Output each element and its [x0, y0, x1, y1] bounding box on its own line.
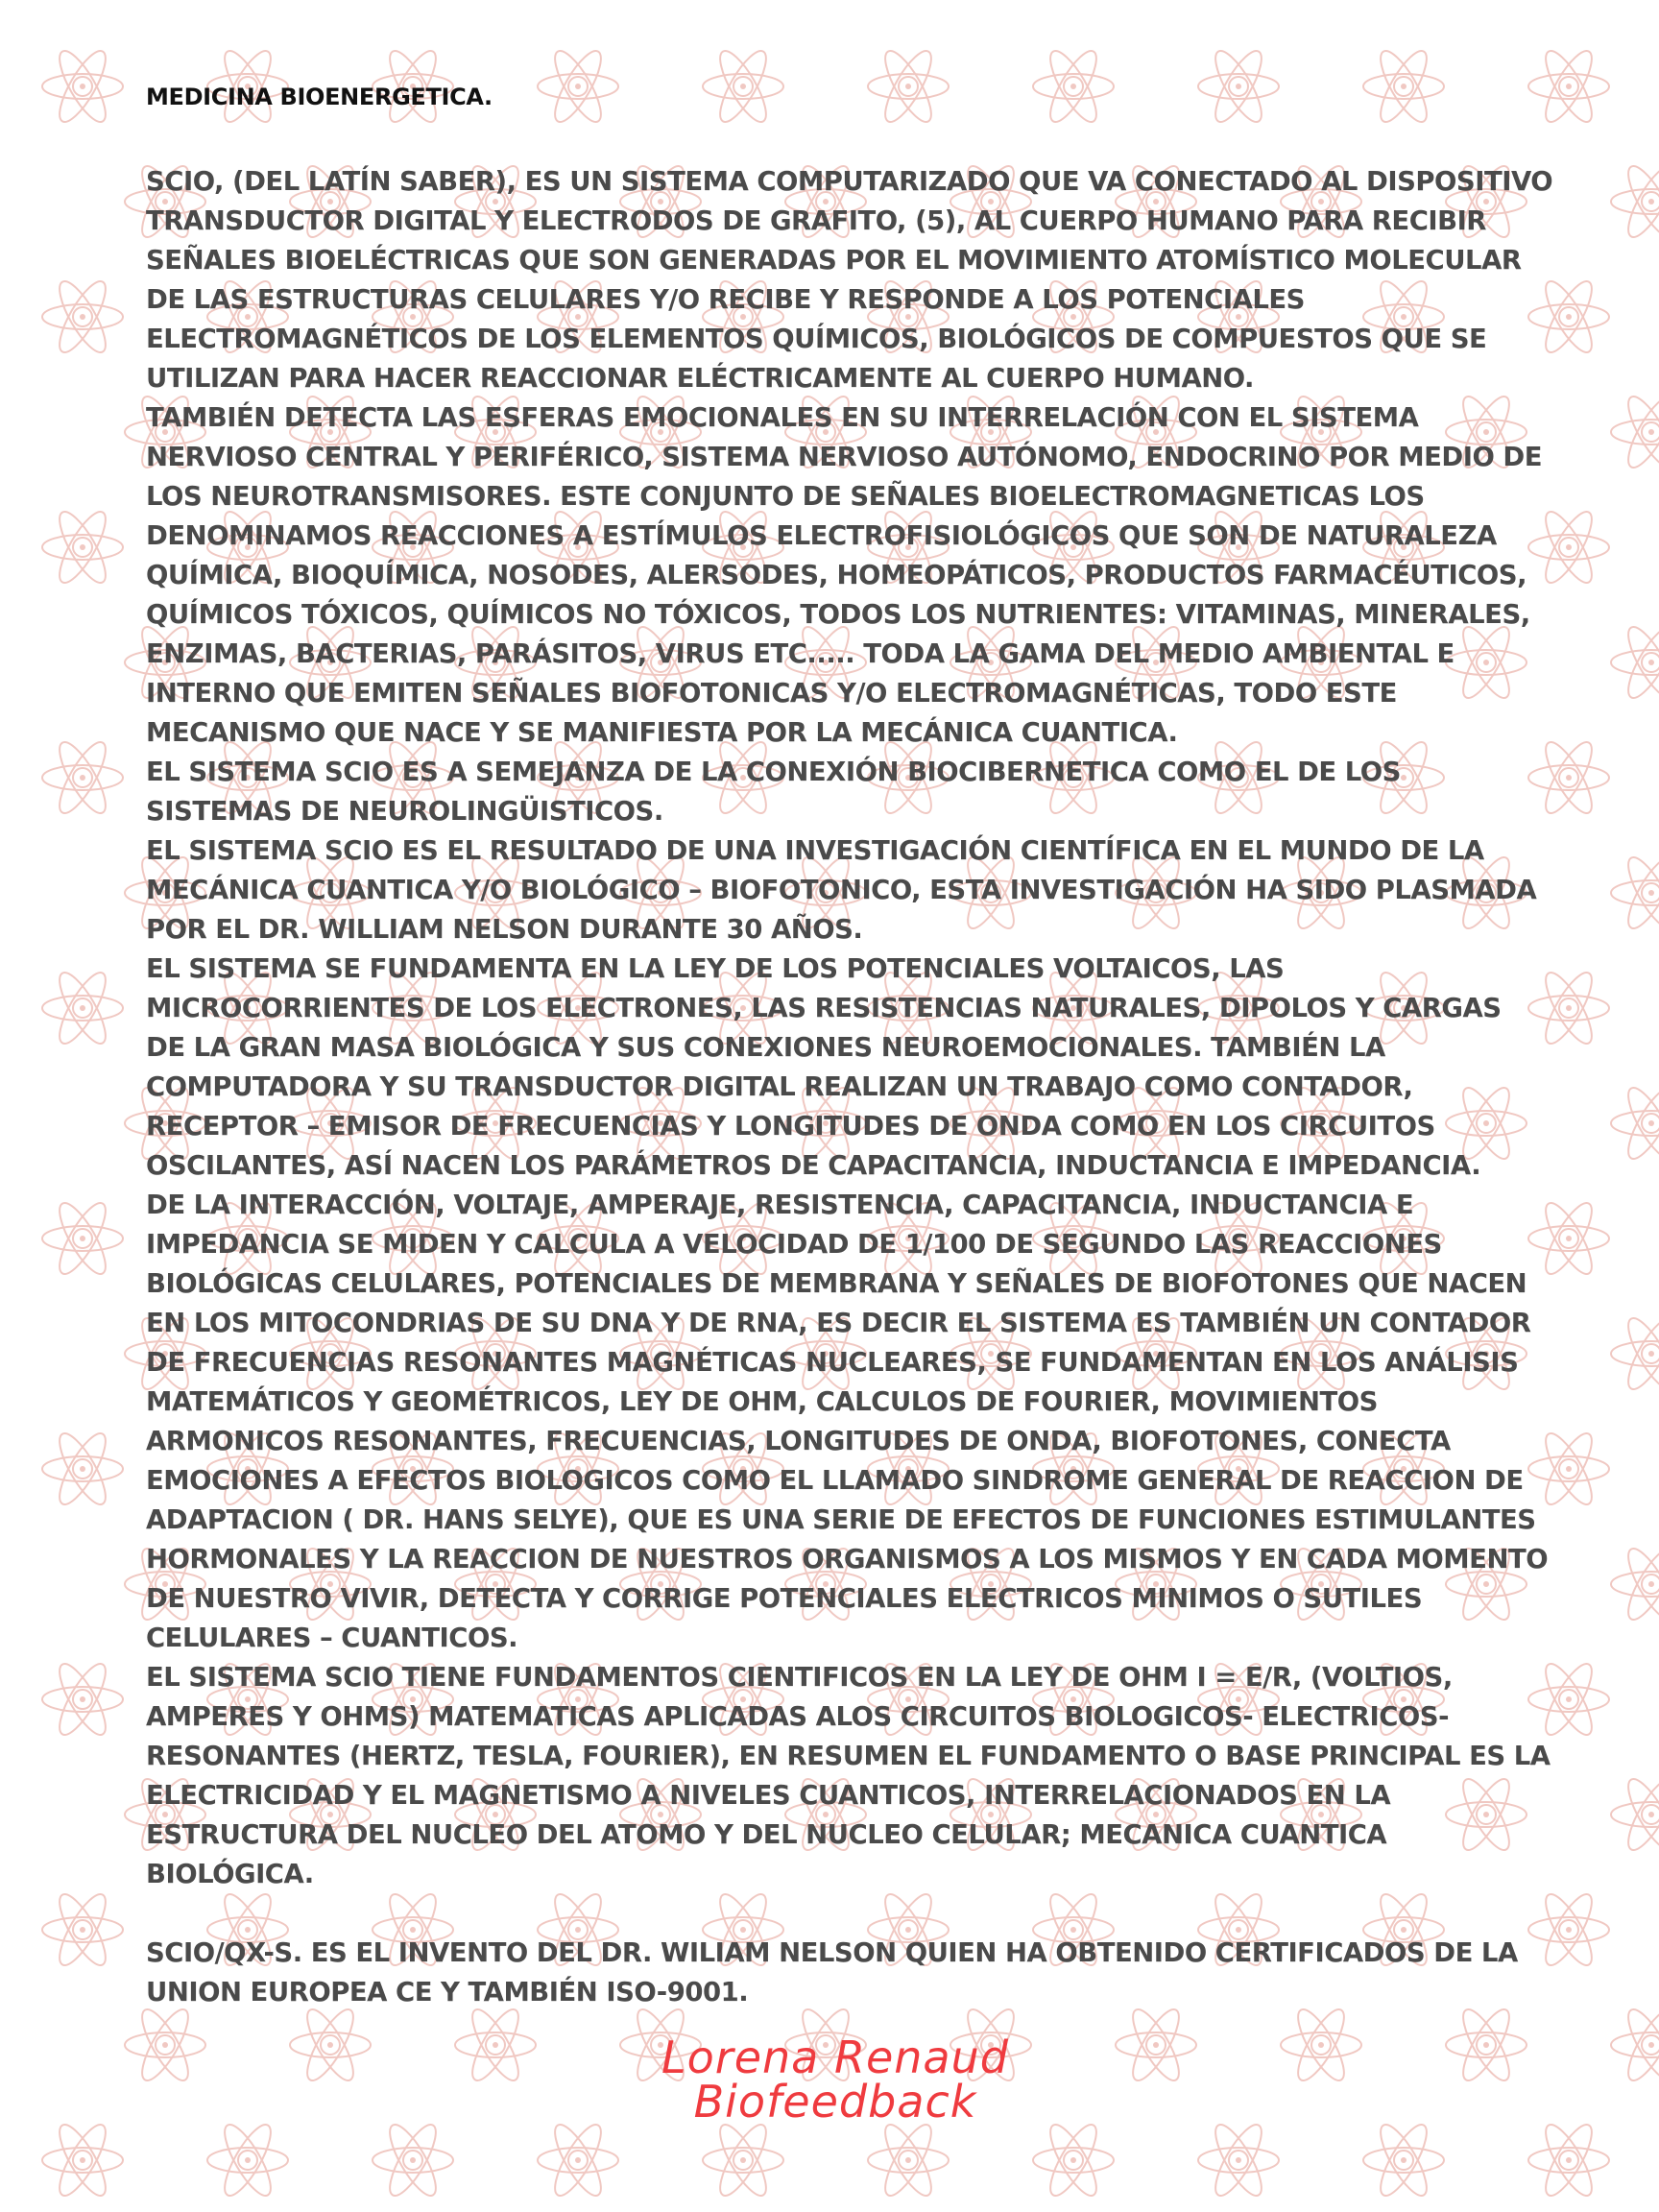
- body-text-line: OSCILANTES, ASÍ NACEN LOS PARÁMETROS DE CAPACITANCIA, INDUCTANCIA E IMPEDANCIA.: [146, 1150, 1481, 1181]
- signature-logo: [634, 2032, 1037, 2141]
- body-text-line: SEÑALES BIOELÉCTRICAS QUE SON GENERADAS POR EL MOVIMIENTO ATOMÍSTICO MOLECULAR: [146, 245, 1522, 276]
- body-text-line: BIOLÓGICA.: [146, 1859, 314, 1889]
- body-text-line: EMOCIONES A EFECTOS BIOLOGICOS COMO EL LLAMADO SINDROME GENERAL DE REACCION DE: [146, 1465, 1524, 1496]
- signature-subtitle: Biofeedback: [693, 2076, 977, 2128]
- body-text-line: EN LOS MITOCONDRIAS DE SU DNA Y DE RNA, ES DECIR EL SISTEMA ES TAMBIÉN UN CONTADOR: [146, 1308, 1531, 1338]
- body-text-line: EL SISTEMA SCIO TIENE FUNDAMENTOS CIENTIFICOS EN LA LEY DE OHM I = E/R, (VOLTIOS,: [146, 1662, 1453, 1693]
- body-text-line: ARMONICOS RESONANTES, FRECUENCIAS, LONGITUDES DE ONDA, BIOFOTONES, CONECTA: [146, 1426, 1451, 1456]
- body-text-line: DE LA GRAN MASA BIOLÓGICA Y SUS CONEXIONES NEUROEMOCIONALES. TAMBIÉN LA: [146, 1032, 1385, 1063]
- body-text-line: CELULARES – CUANTICOS.: [146, 1623, 518, 1653]
- body-text-line: SCIO, (DEL LATÍN SABER), ES UN SISTEMA COMPUTARIZADO QUE VA CONECTADO AL DISPOSITIVO: [146, 166, 1553, 197]
- body-text-line: ENZIMAS, BACTERIAS, PARÁSITOS, VIRUS ETC..... TODA LA GAMA DEL MEDIO AMBIENTAL E: [146, 638, 1455, 669]
- body-text-line: LOS NEUROTRANSMISORES. ESTE CONJUNTO DE SEÑALES BIOELECTROMAGNETICAS LOS: [146, 481, 1425, 512]
- body-text-line: NERVIOSO CENTRAL Y PERIFÉRICO, SISTEMA NERVIOSO AUTÓNOMO, ENDOCRINO POR MEDIO DE: [146, 442, 1543, 472]
- body-text-line: SISTEMAS DE NEUROLINGÜISTICOS.: [146, 796, 663, 827]
- body-text-line: POR EL DR. WILLIAM NELSON DURANTE 30 AÑOS.: [146, 914, 863, 945]
- body-text-line: RESONANTES (HERTZ, TESLA, FOURIER), EN RESUMEN EL FUNDAMENTO O BASE PRINCIPAL ES LA: [146, 1741, 1551, 1771]
- body-text-line: TAMBIÉN DETECTA LAS ESFERAS EMOCIONALES EN SU INTERRELACIÓN CON EL SISTEMA: [146, 402, 1419, 433]
- body-text-line: DENOMINAMOS REACCIONES A ESTÍMULOS ELECTROFISIOLÓGICOS QUE SON DE NATURALEZA: [146, 520, 1497, 551]
- body-text-line: ELECTROMAGNÉTICOS DE LOS ELEMENTOS QUÍMICOS, BIOLÓGICOS DE COMPUESTOS QUE SE: [146, 324, 1487, 354]
- signature-name: Lorena Renaud: [661, 2032, 1009, 2083]
- document-title: MEDICINA BIOENERGETICA.: [146, 84, 493, 110]
- body-text-line: EL SISTEMA SE FUNDAMENTA EN LA LEY DE LOS POTENCIALES VOLTAICOS, LAS: [146, 953, 1285, 984]
- body-text-line: EL SISTEMA SCIO ES A SEMEJANZA DE LA CONEXIÓN BIOCIBERNETICA COMO EL DE LOS: [146, 757, 1401, 787]
- body-text-line: HORMONALES Y LA REACCION DE NUESTROS ORGANISMOS A LOS MISMOS Y EN CADA MOMENTO: [146, 1544, 1549, 1575]
- body-text-line: DE LAS ESTRUCTURAS CELULARES Y/O RECIBE Y RESPONDE A LOS POTENCIALES: [146, 284, 1305, 315]
- paragraph-break: [146, 1894, 1528, 1934]
- body-text-line: QUÍMICOS TÓXICOS, QUÍMICOS NO TÓXICOS, TODOS LOS NUTRIENTES: VITAMINAS, MINERALES,: [146, 599, 1530, 630]
- body-text-line: RECEPTOR – EMISOR DE FRECUENCIAS Y LONGITUDES DE ONDA COMO EN LOS CIRCUITOS: [146, 1111, 1435, 1142]
- body-text-line: ELECTRICIDAD Y EL MAGNETISMO A NIVELES CUANTICOS, INTERRELACIONADOS EN LA: [146, 1780, 1391, 1811]
- body-text-line: ESTRUCTURA DEL NUCLEO DEL ATOMO Y DEL NUCLEO CELULAR; MECANICA CUANTICA: [146, 1819, 1387, 1850]
- body-text-line: QUÍMICA, BIOQUÍMICA, NOSODES, ALERSODES, HOMEOPÁTICOS, PRODUCTOS FARMACÉUTICOS,: [146, 560, 1527, 590]
- body-text-line: SCIO/QX-S. ES EL INVENTO DEL DR. WILIAM NELSON QUIEN HA OBTENIDO CERTIFICADOS DE LA: [146, 1937, 1518, 1968]
- body-text-line: MATEMÁTICOS Y GEOMÉTRICOS, LEY DE OHM, CALCULOS DE FOURIER, MOVIMIENTOS: [146, 1386, 1378, 1417]
- body-text-line: DE LA INTERACCIÓN, VOLTAJE, AMPERAJE, RESISTENCIA, CAPACITANCIA, INDUCTANCIA E: [146, 1190, 1414, 1220]
- body-text-line: UTILIZAN PARA HACER REACCIONAR ELÉCTRICAMENTE AL CUERPO HUMANO.: [146, 363, 1254, 394]
- body-text-line: INTERNO QUE EMITEN SEÑALES BIOFOTONICAS Y/O ELECTROMAGNÉTICAS, TODO ESTE: [146, 678, 1397, 709]
- body-text-line: COMPUTADORA Y SU TRANSDUCTOR DIGITAL REALIZAN UN TRABAJO COMO CONTADOR,: [146, 1071, 1413, 1102]
- body-text-line: DE FRECUENCIAS RESONANTES MAGNÉTICAS NUCLEARES, SE FUNDAMENTAN EN LOS ANÁLISIS: [146, 1347, 1519, 1378]
- body-text-line: BIOLÓGICAS CELULARES, POTENCIALES DE MEMBRANA Y SEÑALES DE BIOFOTONES QUE NACEN: [146, 1268, 1527, 1299]
- document-body: [146, 162, 1553, 2012]
- body-text-line: TRANSDUCTOR DIGITAL Y ELECTRODOS DE GRAFITO, (5), AL CUERPO HUMANO PARA RECIBIR: [146, 205, 1486, 236]
- body-text-line: EL SISTEMA SCIO ES EL RESULTADO DE UNA INVESTIGACIÓN CIENTÍFICA EN EL MUNDO DE LA: [146, 835, 1484, 866]
- body-text-line: MECÁNICA CUANTICA Y/O BIOLÓGICO – BIOFOTONICO, ESTA INVESTIGACIÓN HA SIDO PLASMADA: [146, 875, 1537, 905]
- body-text-line: MICROCORRIENTES DE LOS ELECTRONES, LAS RESISTENCIAS NATURALES, DIPOLOS Y CARGAS: [146, 993, 1502, 1023]
- body-text-line: AMPERES Y OHMS) MATEMATICAS APLICADAS ALOS CIRCUITOS BIOLOGICOS- ELECTRICOS-: [146, 1701, 1449, 1732]
- body-text-line: UNION EUROPEA CE Y TAMBIÉN ISO-9001.: [146, 1977, 749, 2008]
- body-text-line: IMPEDANCIA SE MIDEN Y CALCULA A VELOCIDAD DE 1/100 DE SEGUNDO LAS REACCIONES: [146, 1229, 1442, 1260]
- body-text-line: MECANISMO QUE NACE Y SE MANIFIESTA POR LA MECÁNICA CUANTICA.: [146, 717, 1178, 748]
- body-text-line: DE NUESTRO VIVIR, DETECTA Y CORRIGE POTENCIALES ELECTRICOS MINIMOS O SUTILES: [146, 1583, 1423, 1614]
- body-text-line: ADAPTACION ( DR. HANS SELYE), QUE ES UNA SERIE DE EFECTOS DE FUNCIONES ESTIMULANTES: [146, 1504, 1536, 1535]
